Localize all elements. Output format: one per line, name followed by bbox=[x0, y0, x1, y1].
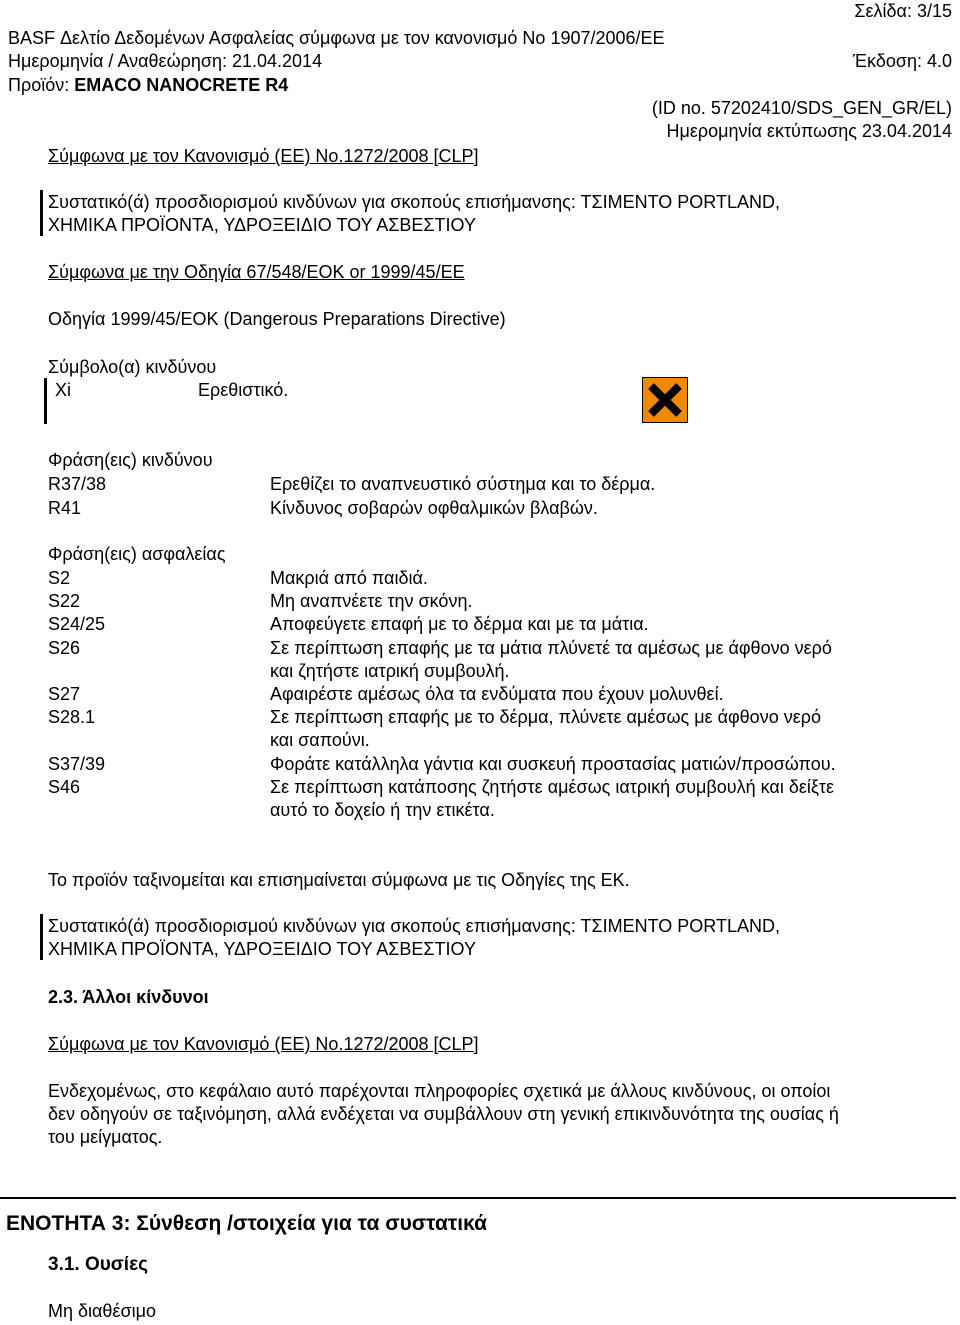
s-phrase-text: Σε περίπτωση επαφής με τα μάτια πλύνετέ τα αμέσως με άφθονο νερό bbox=[270, 638, 832, 658]
document-title: BASF Δελτίο Δεδομένων Ασφαλείας σύμφωνα με τον κανονισμό No 1907/2006/EE bbox=[8, 28, 665, 48]
other-hazards-heading: 2.3. Άλλοι κίνδυνοι bbox=[48, 987, 209, 1007]
id-number: (ID no. 57202410/SDS_GEN_GR/EL) bbox=[651, 98, 952, 118]
components-note-line-2: ΧΗΜΙΚΑ ΠΡΟΪΟΝΤΑ, ΥΔΡΟΞΕΙΔΙΟ ΤΟΥ ΑΣΒΕΣΤΙΟΥ bbox=[48, 939, 476, 959]
hazard-symbol-meaning: Ερεθιστικό. bbox=[198, 380, 289, 400]
section-3-heading: ΕΝΟΤΗΤΑ 3: Σύνθεση /στοιχεία για τα συστατικά bbox=[6, 1212, 487, 1235]
revision-date: Ημερομηνία / Αναθεώρηση: 21.04.2014 bbox=[8, 51, 323, 71]
hazard-symbol-code: Xi bbox=[55, 380, 72, 400]
s-phrase-code: S28.1 bbox=[48, 707, 96, 727]
s-phrase-text: Μη αναπνέετε την σκόνη. bbox=[270, 591, 473, 611]
r-phrase-text: Κίνδυνος σοβαρών οφθαλμικών βλαβών. bbox=[270, 498, 598, 518]
s-phrase-text-continued: και σαπούνι. bbox=[270, 730, 370, 750]
s-phrase-text: Αφαιρέστε αμέσως όλα τα ενδύματα που έχουν μολυνθεί. bbox=[270, 684, 724, 704]
product-prefix: Προϊόν: bbox=[8, 75, 75, 95]
clp-heading: Σύμφωνα με τον Κανονισμό (ΕΕ) No.1272/2008 [CLP] bbox=[48, 146, 479, 166]
product-name: EMACO NANOCRETE R4 bbox=[74, 75, 289, 95]
directive-heading: Σύμφωνα με την Οδηγία 67/548/ΕΟΚ or 1999/45/ΕΕ bbox=[48, 262, 465, 282]
version: Έκδοση: 4.0 bbox=[852, 51, 952, 71]
page-number: Σελίδα: 3/15 bbox=[854, 1, 952, 21]
r-phrases-label: Φράση(εις) κινδύνου bbox=[48, 450, 213, 470]
change-bar bbox=[44, 378, 47, 424]
s-phrases-label: Φράση(εις) ασφαλείας bbox=[48, 544, 226, 564]
s-phrase-text: Σε περίπτωση κατάποσης ζητήστε αμέσως ιατρική συμβουλή και δείξτε bbox=[270, 777, 835, 797]
s-phrase-text: Μακριά από παιδιά. bbox=[270, 568, 428, 588]
s-phrase-code: S37/39 bbox=[48, 754, 106, 774]
r-phrase-code: R37/38 bbox=[48, 474, 107, 494]
irritant-cross-icon bbox=[642, 377, 688, 423]
r-phrase-code: R41 bbox=[48, 498, 82, 518]
components-note-line-1: Συστατικό(ά) προσδιορισμού κινδύνων για σκοπούς επισήμανσης: ΤΣΙΜΕΝΤΟ PORTLAND, bbox=[48, 192, 780, 212]
other-hazards-text-line-1: Ενδεχομένως, στο κεφάλαιο αυτό παρέχονται πληροφορίες σχετικά με άλλους κινδύνους, οι οποίοι bbox=[48, 1081, 831, 1101]
s-phrase-code: S26 bbox=[48, 638, 81, 658]
components-note-line-2: ΧΗΜΙΚΑ ΠΡΟΪΟΝΤΑ, ΥΔΡΟΞΕΙΔΙΟ ΤΟΥ ΑΣΒΕΣΤΙΟΥ bbox=[48, 215, 476, 235]
hazard-symbol-label: Σύμβολο(α) κινδύνου bbox=[48, 357, 217, 377]
change-bar bbox=[40, 190, 43, 236]
s-phrase-code: S27 bbox=[48, 684, 81, 704]
other-hazards-text-line-3: του μείγματος. bbox=[48, 1127, 163, 1147]
classification-note: Το προϊόν ταξινομείται και επισημαίνεται σύμφωνα με τις Οδηγίες της ΕΚ. bbox=[48, 870, 630, 890]
change-bar bbox=[40, 914, 43, 960]
s-phrase-text: Σε περίπτωση επαφής με το δέρμα, πλύνετε αμέσως με άφθονο νερό bbox=[270, 707, 821, 727]
s-phrase-code: S24/25 bbox=[48, 614, 106, 634]
s-phrase-text: Φοράτε κατάλληλα γάντια και συσκευή προστασίας ματιών/προσώπου. bbox=[270, 754, 836, 774]
components-note-line-1: Συστατικό(ά) προσδιορισμού κινδύνων για σκοπούς επισήμανσης: ΤΣΙΜΕΝΤΟ PORTLAND, bbox=[48, 916, 780, 936]
print-date: Ημερομηνία εκτύπωσης 23.04.2014 bbox=[666, 121, 952, 141]
s-phrase-text: Αποφεύγετε επαφή με το δέρμα και με τα μάτια. bbox=[270, 614, 649, 634]
section-3-subheading: 3.1. Ουσίες bbox=[48, 1254, 148, 1275]
directive-subheading: Οδηγία 1999/45/ΕΟΚ (Dangerous Preparations Directive) bbox=[48, 309, 506, 329]
s-phrase-code: S46 bbox=[48, 777, 81, 797]
section-3-text: Μη διαθέσιμο bbox=[48, 1301, 156, 1321]
s-phrase-text-continued: αυτό το δοχείο ή την ετικέτα. bbox=[270, 800, 495, 820]
product-line bbox=[8, 74, 288, 96]
other-hazards-text-line-2: δεν οδηγούν σε ταξινόμηση, αλλά ενδέχεται να συμβάλλουν στη γενική επικινδυνότητα της ουσίας ή bbox=[48, 1104, 839, 1124]
other-hazards-clp-heading: Σύμφωνα με τον Κανονισμό (ΕΕ) No.1272/2008 [CLP] bbox=[48, 1034, 479, 1054]
section-divider bbox=[0, 1197, 956, 1199]
r-phrase-text: Ερεθίζει το αναπνευστικό σύστημα και το δέρμα. bbox=[270, 474, 656, 494]
s-phrase-text-continued: και ζητήστε ιατρική συμβουλή. bbox=[270, 661, 510, 681]
s-phrase-code: S22 bbox=[48, 591, 81, 611]
s-phrase-code: S2 bbox=[48, 568, 71, 588]
